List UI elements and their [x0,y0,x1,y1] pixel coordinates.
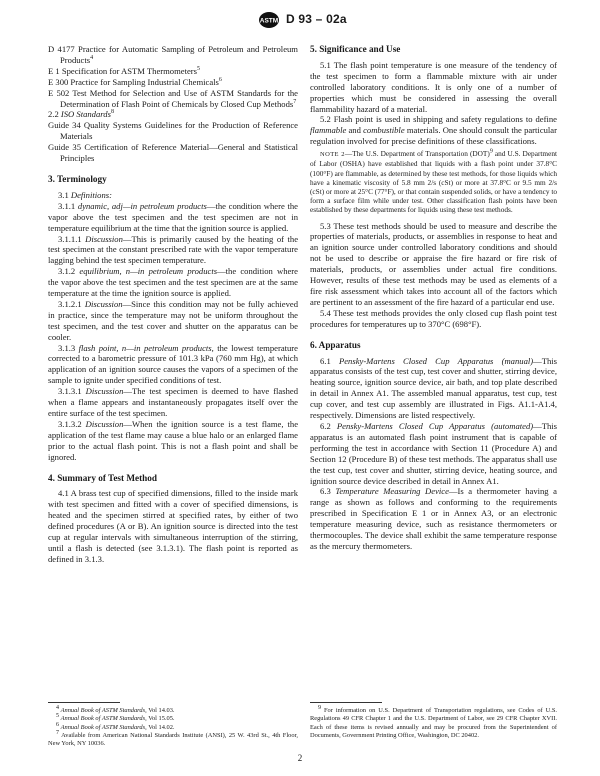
paragraph: 5.4 These test methods provides the only closed cup flash point test procedures for temperatures up to 370°C (698°F). [310,307,557,329]
right-column [310,44,557,552]
paragraph: 5.3 These test methods should be used to measure and describe the properties of materials, products, or assemblies in response to heat and an ignition source under controlled laboratory conditions and should not be used to describe or appraise the fire hazard or fire risk of materials, products, or assemblies under actual fire conditions. However, results of these test methods may be used as elements of a fire risk assessment which takes into account all of the factors which are pertinent to an assessment of the fire hazard of a particular end use. [310,220,557,307]
paragraph: 3.1.3 flash point, n—in petroleum products, the lowest temperature corrected to a barometric pressure of 101.3 kPa (760 mm Hg), at which application of an ignition source causes the vapors of a specimen of the sample to ignite under specified conditions of test. [48,342,298,386]
reference-heading: 2.2 ISO Standards$^8$ [48,109,114,120]
section-heading-summary: 4. Summary of Test Method [48,472,157,483]
footnote: $^5$ Annual Book of ASTM Standards, Vol 15.05. [56,713,175,723]
footnotes-left [48,704,298,748]
note: NOTE 2—The U.S. Department of Transportation (DOT)$^9$ and U.S. Department of Labor (OSHA) have established that liquids with a flash point under 37.8°C (100°F) are flammable, as determined by these test methods, for those liquids which have a kinematic viscosity of 5.8 mm 2/s (cSt) or more at 37.8°C or 9.5 mm 2/s (cSt) or more at 25°C (77°F), or that contain suspended solids, or have a tendency to form a surface film while under test. Other classification flash points have been established by these departments for liquids using these test methods. [310,148,557,215]
page-number: 2 [297,753,303,763]
footnote: $^4$ Annual Book of ASTM Standards, Vol 14.03. [56,704,175,714]
paragraph: 6.2 Pensky-Martens Closed Cup Apparatus (automated)—This apparatus is an automated flash point instrument that is capable of performing the test in accordance with Section 11 (Procedure A) and Section 12 (Procedure B) of these test methods. The apparatus shall use the test cup, test cover and shutter, stirring device, heating source, and ignition source device described in detail in Annex A1. [310,420,558,486]
paragraph: 3.1.3.1 Discussion—The test specimen is deemed to have flashed when a flame appears and instantaneously propagates itself over the entire surface of the test specimen. [48,386,299,418]
paragraph: 3.1.2 equilibrium, n—in petroleum products—the condition where the vapor above the test specimen and the test specimen are at the same temperature at the time the ignition source is applied. [48,266,298,299]
reference-item: E 300 Practice for Sampling Industrial Chemicals$^6$ [48,76,222,87]
paragraph: 4.1 A brass test cup of specified dimensions, filled to the inside mark with test specimen and fitted with a cover of specified dimensions, is heated and the specimen stirred at specified rates, by either of two defined procedures (A or B). An ignition source is directed into the test cup at regular intervals with simultaneous interruption of the stirring, until a flash is detected (see 3.1.3.1). The flash point is reported as defined in 3.1.3. [48,488,298,564]
footnote: $^6$ Annual Book of ASTM Standards, Vol 14.02. [56,721,175,731]
footnote: $^9$ For information on U.S. Department of Transportation regulations, see Codes of U.S. Regulations 49 CFR Chapter 1 and the U.S. Department of Labor, see 29 CFR Chapter XVII. Each of these items is revised annually and may be procured from the Superintendent of Documents, Government Printing Office, Washington, DC 20402. [310,704,557,739]
section-heading-significance: 5. Significance and Use [310,44,401,54]
footnote: $^7$ Available from American National Standards Institute (ANSI), 25 W. 43rd St., 4th Floor, New York, NY 10036. [48,729,298,748]
paragraph: 3.1.3.2 Discussion—When the ignition source is a test flame, the application of the test flame may cause a blue halo or an enlarged flame prior to the actual flash point. This is not a flash point and shall be ignored. [48,418,299,462]
reference-item: D 4177 Practice for Automatic Sampling of Petroleum and Petroleum Products$^4$ [48,44,298,65]
paragraph: 5.1 The flash point temperature is one measure of the tendency of the test specimen to form a flammable mixture with air under controlled laboratory conditions. It is only one of a number of properties which must be considered in assessing the overall flammability hazard of a material. [310,59,557,114]
paragraph: 3.1.1.1 Discussion—This is primarily caused by the heating of the test specimen at the constant prescribed rate with the vapor temperature lagging behind the test specimen temperature. [48,233,299,266]
footnote-divider [48,702,120,703]
paragraph: 3.1.1 dynamic, adj—in petroleum products—the condition where the vapor above the test specimen and the test specimen are not in temperature equilibrium at the time that the ignition source is applied. [48,200,298,233]
footnotes-right [310,704,557,740]
left-column [48,44,298,565]
section-heading-apparatus: 6. Apparatus [310,339,361,350]
reference-item: Guide 35 Certification of Reference Material—General and Statistical Principles [48,142,298,164]
footnote-divider [310,702,382,703]
svg-text:ASTM: ASTM [259,17,279,25]
paragraph: 6.1 Pensky-Martens Closed Cup Apparatus (manual)—This apparatus consists of the test cup, test cover and shutter, stirring device, heating source, ignition source device, air bath, and top plate described in detail in Annex A1. The assembled manual apparatus, test cup, test cup cover, and test cup assembly are illustrated in Figs. A1.1-A1.4, respectively. Dimensions are listed respectively. [310,355,557,421]
paragraph: 5.2 Flash point is used in shipping and safety regulations to define flammable and combustible materials. One should consult the particular regulation involved for precise definitions of these classifications. [310,114,557,147]
paragraph: 3.1.2.1 Discussion—Since this condition may not be fully achieved in practice, since the temperature may not be uniform throughout the test specimen, and the test cover and shutter on the apparatus can be cooler. [48,298,298,342]
reference-item: E 502 Test Method for Selection and Use of ASTM Standards for the Determination of Flash Point of Chemicals by Closed Cup Methods$^7$ [48,87,298,109]
paragraph: 6.3 Temperature Measuring Device—Is a thermometer having a range as shown as follows and conforming to the requirements prescribed in Specification E 1 or in Annex A3, or an electronic temperature measuring device, such as resistance thermometers or thermocouples. The device shall exhibit the same temperature response as the mercury thermometers. [310,486,557,551]
paragraph: 3.1 Definitions: [58,189,112,200]
astm-logo-icon [258,11,280,29]
section-heading-terminology: 3. Terminology [48,173,107,184]
reference-item: Guide 34 Quality Systems Guidelines for the Production of Reference Materials [48,120,298,142]
document-id: D 93 – 02a [286,12,347,26]
reference-item: E 1 Specification for ASTM Thermometers$^5$ [48,65,201,76]
page-header [0,10,600,32]
